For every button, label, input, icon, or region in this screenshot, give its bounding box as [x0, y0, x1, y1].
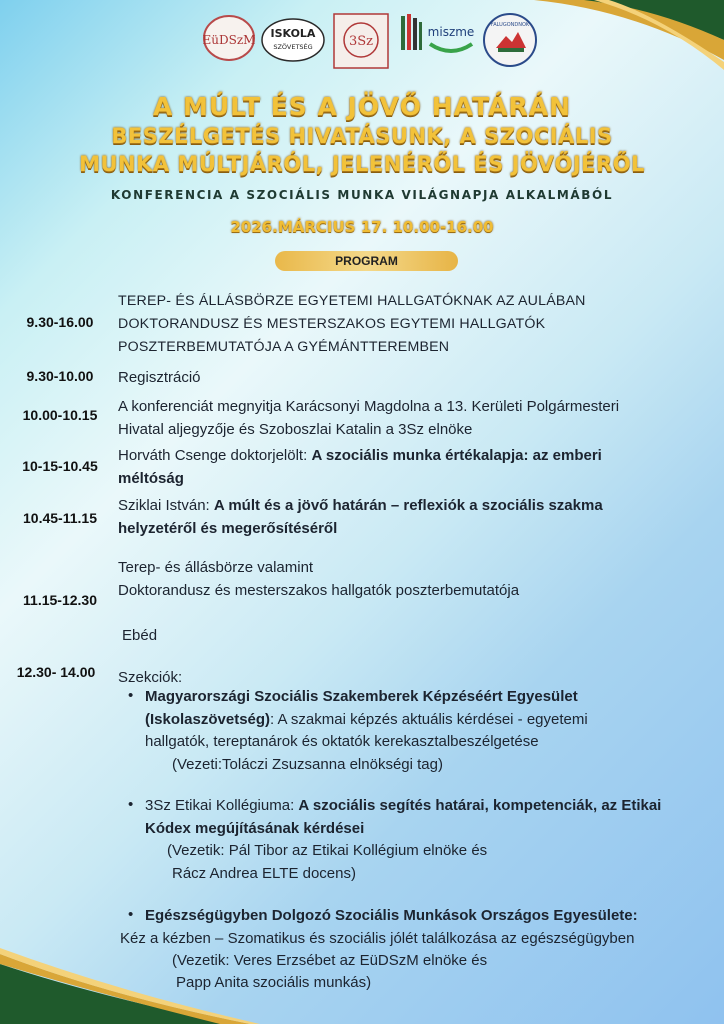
page-subtitle-line-2: MUNKA MÚLTJÁRÓL, JELENÉRŐL ÉS JÖVŐJÉRŐL: [79, 152, 645, 176]
schedule-line: POSZTERBEMUTATÓJA A GYÉMÁNTTEREMBEN: [118, 339, 450, 355]
schedule-time: 10.00-10.15: [22, 407, 98, 423]
schedule-time: 9.30-10.00: [26, 368, 94, 384]
schedule-time: 12.30- 14.00: [16, 664, 96, 680]
talk-title: helyzetéről és megerősítéséről: [118, 520, 338, 537]
schedule-description: [118, 444, 708, 490]
schedule-description: [118, 395, 708, 441]
section-organization: Egészségügyben Dolgozó Szociális Munkások Országos Egyesülete:: [145, 907, 638, 924]
partner-logos: [198, 12, 538, 72]
section-leader: Papp Anita szociális munkás): [176, 974, 372, 991]
section-leader: (Vezetik: Pál Tibor az Etikai Kollégium elnöke és: [167, 842, 488, 859]
bullet-icon: •: [128, 687, 134, 704]
schedule-line: Terep- és állásbörze valamint: [118, 559, 314, 576]
speaker-name: Sziklai István:: [118, 497, 214, 514]
lunch-label: Ebéd: [122, 627, 158, 644]
schedule-time: 10-15-10.45: [22, 458, 98, 474]
svg-text:3Sz: 3Sz: [348, 34, 374, 49]
section-topic: A szociális segítés határai, kompetenciák, az Etikai: [298, 797, 662, 814]
bullet-icon: •: [128, 796, 134, 813]
schedule-line: A konferenciát megnyitja Karácsonyi Magdolna a 13. Kerületi Polgármesteri: [118, 398, 620, 415]
schedule-line: Doktorandusz és mesterszakos hallgatók poszterbemutatója: [118, 582, 520, 599]
page-title: A MÚLT ÉS A JÖVŐ HATÁRÁN: [152, 92, 572, 121]
speaker-name: Horváth Csenge doktorjelölt:: [118, 447, 312, 464]
section-topic: hallgatók, tereptanárok és oktatók kerekasztalbeszélgetése: [145, 733, 539, 750]
svg-text:miszme: miszme: [427, 25, 475, 39]
svg-text:SZÖVETSÉG: SZÖVETSÉG: [273, 43, 313, 51]
svg-text:FALUGONDNOK: FALUGONDNOK: [490, 22, 530, 28]
section-topic: Kódex megújításának kérdései: [145, 819, 365, 837]
schedule-line: DOKTORANDUSZ ÉS MESTERSZAKOS EGYTEMI HALLGATÓK: [118, 316, 546, 332]
program-badge: PROGRAM: [275, 251, 458, 271]
schedule-description: [118, 494, 708, 540]
section-topic: : A szakmai képzés aktuális kérdései - egyetemi: [270, 710, 588, 728]
schedule-description: [118, 556, 708, 602]
schedule-description: Regisztráció: [118, 369, 201, 386]
section-item: [145, 905, 715, 928]
section-topic: Kéz a kézben – Szomatikus és szociális jólét találkozása az egészségügyben: [120, 930, 635, 947]
iskolaszovetseg-logo: [260, 16, 326, 69]
miszme-logo: [424, 20, 478, 65]
eudszm-logo: [202, 14, 256, 67]
page-subtitle-line-1: BESZÉLGETÉS HIVATÁSUNK, A SZOCIÁLIS: [111, 124, 613, 148]
svg-text:ISKOLA: ISKOLA: [270, 27, 316, 40]
falugondnok-logo: [482, 12, 538, 73]
eudszm-logo-text: EüDSzM: [202, 33, 256, 47]
schedule-time: 10.45-11.15: [23, 510, 97, 526]
schedule-line: TEREP- ÉS ÁLLÁSBÖRZE EGYETEMI HALLGATÓKNAK AZ AULÁBAN: [118, 293, 586, 309]
conference-label: KONFERENCIA A SZOCIÁLIS MUNKA VILÁGNAPJA ALKALMÁBÓL: [110, 188, 614, 202]
budai-egyesulet-logo: [394, 12, 428, 77]
bullet-icon: •: [128, 906, 134, 923]
section-organization: 3Sz Etikai Kollégiuma:: [145, 797, 299, 814]
section-organization: (Iskolaszövetség): [145, 710, 271, 728]
talk-title: A szociális munka értékalapja: az emberi: [311, 447, 602, 464]
sections-intro: Szekciók:: [118, 669, 183, 686]
schedule-line: Hivatal aljegyzője és Szoboszlai Katalin a 3Sz elnöke: [118, 421, 473, 438]
section-organization: Magyarországi Szociális Szakemberek Képzéséért Egyesület: [145, 688, 578, 705]
szakmai-szovetseg-logo: [332, 12, 390, 75]
schedule-time: 11.15-12.30: [23, 592, 97, 608]
event-date: 2026.MÁRCIUS 17. 10.00-16.00: [230, 218, 494, 236]
section-item: [145, 795, 715, 885]
section-item: [145, 686, 715, 776]
section-leader: (Vezeti:Toláczi Zsuzsanna elnökségi tag): [172, 755, 443, 773]
talk-title: A múlt és a jövő határán – reflexiók a szociális szakma: [213, 497, 603, 514]
schedule-description: [118, 290, 708, 359]
schedule-time: 9.30-16.00: [26, 314, 94, 330]
section-leader: Rácz Andrea ELTE docens): [172, 864, 356, 882]
section-leader: (Vezetik: Veres Erzsébet az EüDSzM elnöke és: [172, 952, 488, 969]
talk-title: méltóság: [118, 470, 184, 487]
